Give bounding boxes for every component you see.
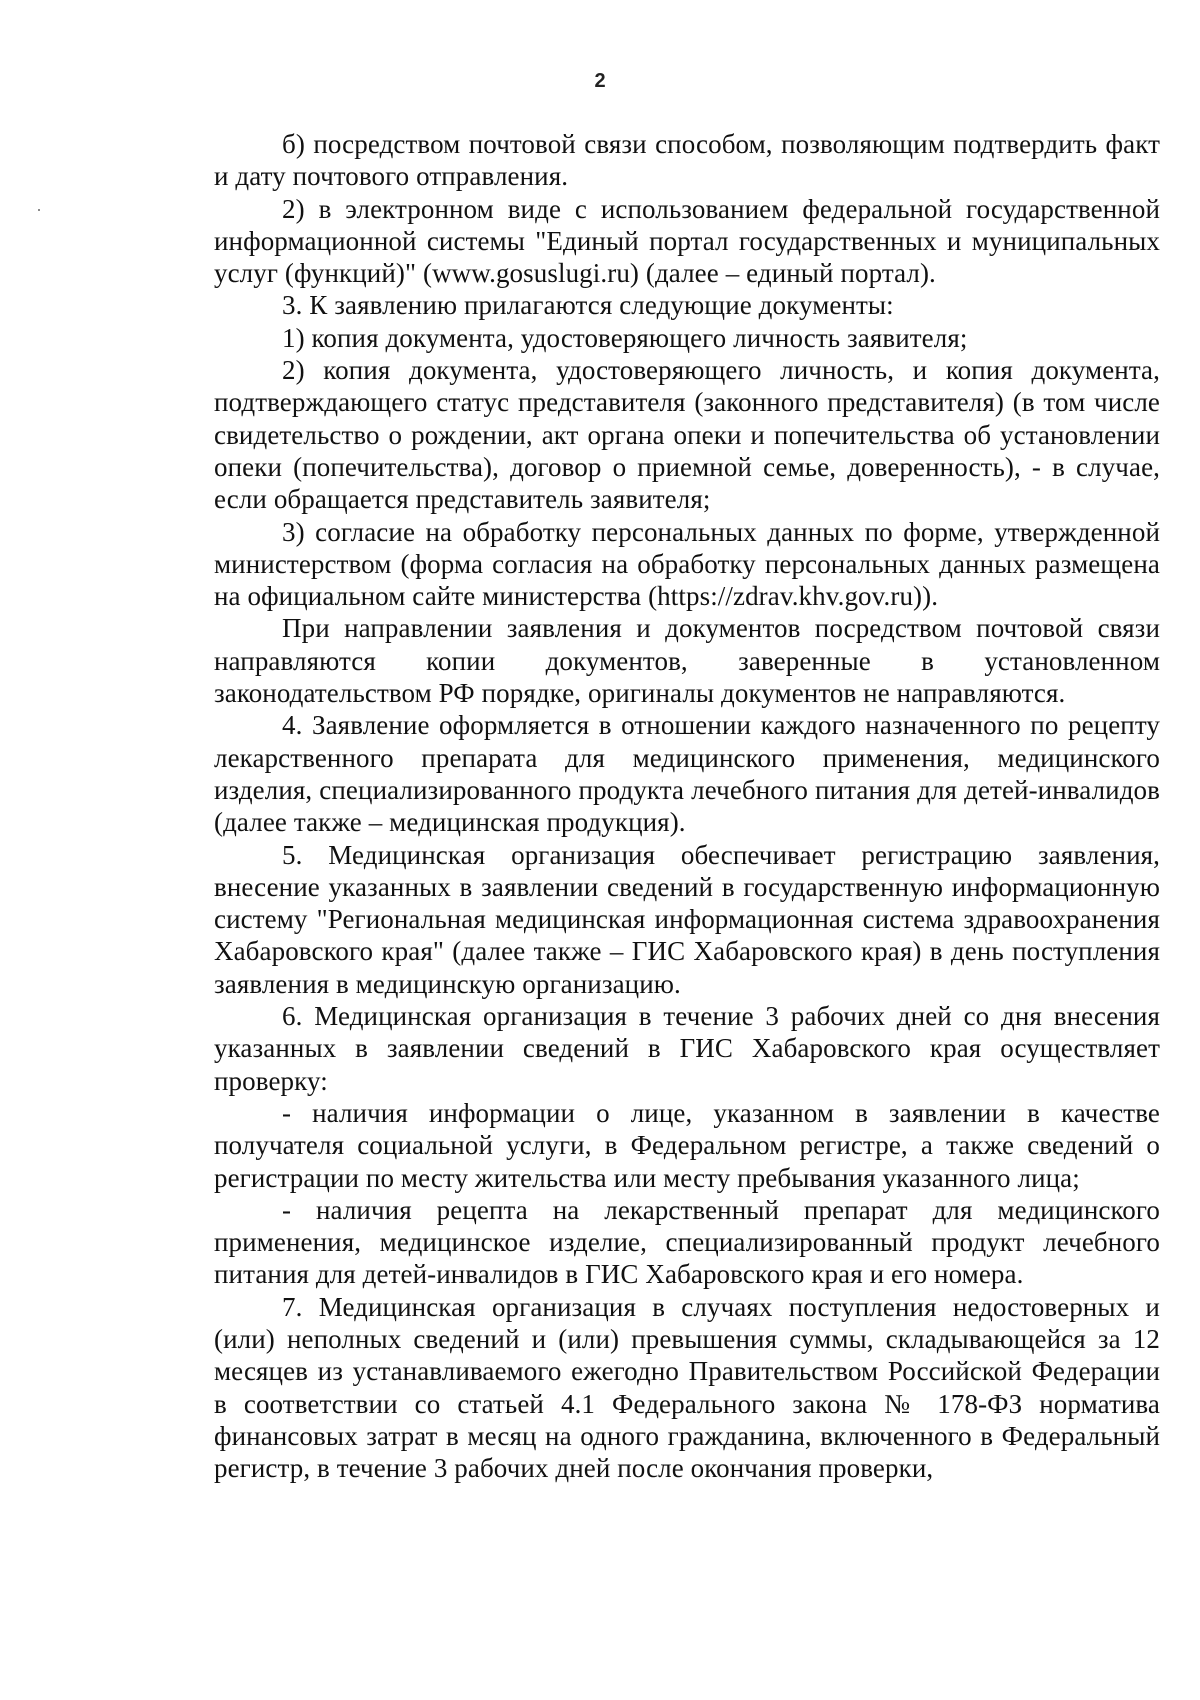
paragraph-item-b: б) посредством почтовой связи способом, позволяющим подтвердить факт и дату почтового отправления. xyxy=(214,129,1160,192)
paragraph-clause-7: 7. Медицинская организация в случаях поступления недостоверных и (или) неполных сведений и (или) превышения суммы, складывающейся за 12 месяцев из устанавливаемого ежегодно Правительством Российской Федерации в соответствии со статьей 4.1 Федерального закона № 178-ФЗ норматива финансовых затрат в месяц на одного гражданина, включенного в Федеральный регистр, в течение 3 рабочих дней после окончания проверки, xyxy=(214,1291,1160,1484)
paragraph-clause-6: 6. Медицинская организация в течение 3 рабочих дней со дня внесения указанных в заявлении сведений в ГИС Хабаровского края осуществляет проверку: xyxy=(214,1001,1160,1096)
paragraph-clause-5: 5. Медицинская организация обеспечивает регистрацию заявления, внесение указанных в заявлении сведений в государственную информационную систему "Региональная медицинская информационная система здравоохранения Хабаровского края" (далее также – ГИС Хабаровского края) в день поступления заявления в медицинскую организацию. xyxy=(214,839,1160,999)
paragraph-clause-3-item-2: 2) копия документа, удостоверяющего личность, и копия документа, подтверждающего статус представителя (законного представителя) (в том числе свидетельство о рождении, акт органа опеки и попечительства об установлении опеки (попечительства), договор о приемной семье, доверенность), - в случае, если обращается представитель заявителя; xyxy=(214,355,1160,515)
paragraph-clause-6-check-1: - наличия информации о лице, указанном в заявлении в качестве получателя социальной услуги, в Федеральном регистре, а также сведений о регистрации по месту жительства или месту пребывания указанного лица; xyxy=(214,1097,1160,1193)
paragraph-clause-6-check-2: - наличия рецепта на лекарственный препарат для медицинского применения, медицинское изделие, специализированный продукт лечебного питания для детей-инвалидов в ГИС Хабаровского края и его номера. xyxy=(214,1194,1160,1290)
paragraph-clause-3: 3. К заявлению прилагаются следующие документы: xyxy=(282,290,894,321)
page-number: 2 xyxy=(594,70,606,92)
paragraph-postal-copies: При направлении заявления и документов посредством почтовой связи направляются копии документов, заверенные в установленном законодательством РФ порядке, оригиналы документов не направляются. xyxy=(214,613,1160,709)
document-body xyxy=(214,128,1160,1484)
paragraph-item-2-electronic: 2) в электронном виде с использованием федеральной государственной информационной системы "Единый портал государственных и муниципальных услуг (функций)" (www.gosuslugi.ru) (далее – единый портал). xyxy=(214,193,1160,289)
paragraph-clause-3-item-3: 3) согласие на обработку персональных данных по форме, утвержденной министерством (форма согласия на обработку персональных данных размещена на официальном сайте министерства (https://zdrav.khv.gov.ru)). xyxy=(214,516,1160,612)
paragraph-clause-4: 4. Заявление оформляется в отношении каждого назначенного по рецепту лекарственного препарата для медицинского применения, медицинского изделия, специализированного продукта лечебного питания для детей-инвалидов (далее также – медицинская продукция). xyxy=(214,710,1160,838)
paragraph-clause-3-item-1: 1) копия документа, удостоверяющего личность заявителя; xyxy=(282,322,968,353)
scan-speck xyxy=(38,209,40,211)
